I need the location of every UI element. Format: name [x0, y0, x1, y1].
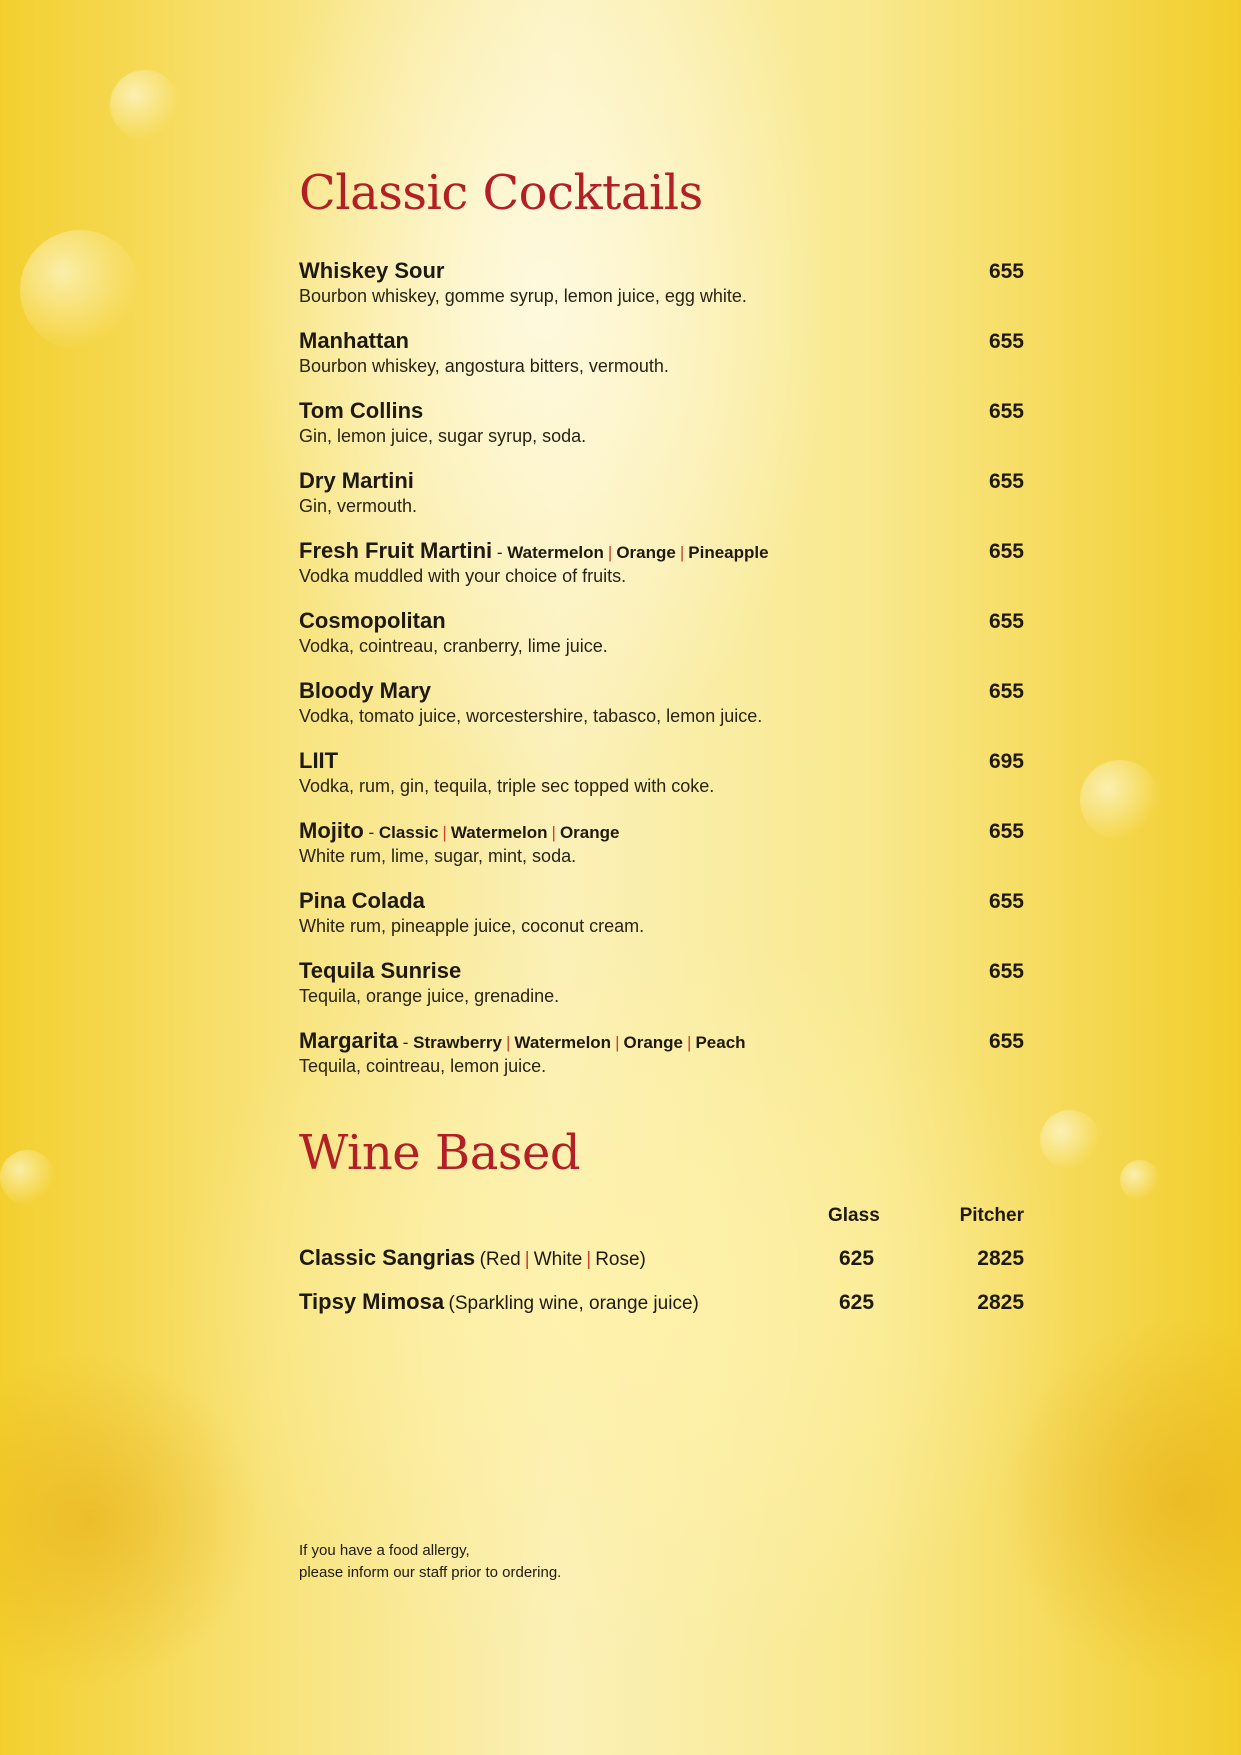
- cocktail-heading: [299, 608, 446, 634]
- cocktail-price: 655: [988, 260, 1024, 283]
- cocktail-price: 655: [988, 330, 1024, 353]
- bubble-decoration: [20, 230, 140, 350]
- cocktail-name: Margarita: [299, 1028, 399, 1053]
- wine-row: [299, 1289, 1024, 1321]
- cocktail-heading: [299, 958, 461, 984]
- options-dash: -: [363, 823, 379, 842]
- cocktail-heading: [299, 328, 409, 354]
- classic-cocktails-title: Classic Cocktails: [299, 165, 703, 221]
- cocktail-item: [299, 678, 1024, 738]
- cocktail-heading: [299, 1028, 746, 1054]
- wine-pitcher-price: 2825: [977, 1291, 1024, 1314]
- cocktail-heading: [299, 818, 619, 844]
- bubble-decoration: [1120, 1160, 1160, 1200]
- cocktail-item-line: [299, 678, 1024, 704]
- cocktail-name: Manhattan: [299, 328, 409, 353]
- cocktail-item-line: [299, 398, 1024, 424]
- cocktail-item-line: [299, 1028, 1024, 1054]
- cocktail-description: Tequila, cointreau, lemon juice.: [299, 1056, 547, 1076]
- cocktail-option: Watermelon: [507, 543, 604, 562]
- cocktail-description: Vodka, rum, gin, tequila, triple sec topped with coke.: [299, 776, 715, 796]
- cocktail-heading: [299, 398, 423, 424]
- allergy-note-line: If you have a food allergy,: [299, 1542, 470, 1559]
- cocktail-item-line: [299, 958, 1024, 984]
- cocktail-name: Cosmopolitan: [299, 608, 446, 633]
- cocktail-item: [299, 748, 1024, 808]
- cocktail-item: [299, 1028, 1024, 1088]
- cocktail-name: LIIT: [299, 748, 339, 773]
- cocktail-description: Vodka, tomato juice, worcestershire, tabasco, lemon juice.: [299, 706, 763, 726]
- wine-item-name: Classic Sangrias: [299, 1245, 476, 1270]
- cocktail-heading: [299, 538, 769, 564]
- cocktail-option: Watermelon: [450, 823, 548, 842]
- cocktail-option: Classic: [378, 823, 439, 842]
- option-separator: |: [551, 823, 556, 842]
- cocktail-heading: [299, 748, 338, 774]
- cocktail-price: 655: [988, 1030, 1024, 1053]
- cocktail-name: Mojito: [299, 818, 364, 843]
- cocktail-name: Pina Colada: [299, 888, 425, 913]
- options-dash: -: [398, 1033, 414, 1052]
- option-separator: |: [679, 543, 685, 562]
- wine-pitcher-price: 2825: [977, 1247, 1024, 1270]
- cocktail-item-line: [299, 608, 1024, 634]
- cocktail-item: [299, 468, 1024, 528]
- option-separator: |: [442, 823, 447, 842]
- option-separator: |: [586, 1249, 592, 1270]
- cocktail-price: 655: [988, 470, 1024, 493]
- cocktail-item-line: [299, 538, 1024, 564]
- cocktail-price: 655: [988, 400, 1024, 423]
- cocktail-price: 695: [988, 750, 1024, 773]
- cocktail-description: White rum, lime, sugar, mint, soda.: [299, 846, 577, 866]
- cocktail-option: Orange: [616, 543, 676, 562]
- cocktail-name: Tequila Sunrise: [299, 958, 462, 983]
- cocktail-item-line: [299, 468, 1024, 494]
- option-separator: |: [524, 1249, 530, 1270]
- cocktail-description: Tequila, orange juice, grenadine.: [299, 986, 560, 1006]
- cocktail-item: [299, 328, 1024, 388]
- cocktail-price: 655: [988, 890, 1024, 913]
- cocktail-price: 655: [988, 960, 1024, 983]
- cocktail-description: Gin, vermouth.: [299, 496, 418, 516]
- wine-item-detail: (Red | White | Rose): [479, 1249, 646, 1270]
- cocktail-item: [299, 958, 1024, 1018]
- cocktail-price: 655: [988, 680, 1024, 703]
- cocktail-name: Tom Collins: [299, 398, 424, 423]
- option-separator: |: [607, 543, 613, 562]
- option-separator: |: [687, 1033, 692, 1052]
- cocktail-option: Orange: [559, 823, 620, 842]
- option-separator: |: [615, 1033, 620, 1052]
- cocktail-description: Bourbon whiskey, gomme syrup, lemon juice, egg white.: [299, 286, 747, 306]
- cocktail-item: [299, 608, 1024, 668]
- option-separator: |: [505, 1033, 511, 1052]
- allergy-note-line: please inform our staff prior to ordering.: [299, 1564, 562, 1581]
- wine-glass-price: 625: [839, 1247, 875, 1270]
- cocktail-option: Peach: [695, 1033, 746, 1052]
- cocktail-description: Bourbon whiskey, angostura bitters, vermouth.: [299, 356, 669, 376]
- cocktail-name: Whiskey Sour: [299, 258, 445, 283]
- bubble-decoration: [0, 1150, 55, 1205]
- options-dash: -: [492, 543, 508, 562]
- cocktail-name: Bloody Mary: [299, 678, 432, 703]
- bubble-decoration: [110, 70, 180, 140]
- bubble-decoration: [1080, 760, 1160, 840]
- cocktail-heading: [299, 258, 444, 284]
- glass-column-header: Glass: [828, 1205, 880, 1226]
- cocktail-item: [299, 538, 1024, 598]
- cocktail-description: Gin, lemon juice, sugar syrup, soda.: [299, 426, 587, 446]
- cocktail-description: Vodka, cointreau, cranberry, lime juice.: [299, 636, 608, 656]
- cocktail-item: [299, 398, 1024, 458]
- wine-glass-price: 625: [839, 1291, 875, 1314]
- cocktail-item-line: [299, 818, 1024, 844]
- cocktail-price: 655: [988, 820, 1024, 843]
- cocktail-description: Vodka muddled with your choice of fruits.: [299, 566, 627, 586]
- allergy-note: [299, 1540, 561, 1584]
- cocktail-option: Watermelon: [514, 1033, 612, 1052]
- wine-row: [299, 1245, 1024, 1277]
- cocktail-item-line: [299, 258, 1024, 284]
- cocktail-option: Orange: [623, 1033, 684, 1052]
- cocktail-price: 655: [988, 540, 1024, 563]
- pitcher-column-header: Pitcher: [959, 1205, 1024, 1226]
- cocktail-item-line: [299, 888, 1024, 914]
- cocktail-heading: [299, 468, 414, 494]
- cocktail-description: White rum, pineapple juice, coconut cream.: [299, 916, 645, 936]
- cocktail-item: [299, 258, 1024, 318]
- wine-item-detail: (Sparkling wine, orange juice): [448, 1293, 699, 1314]
- cocktail-heading: [299, 678, 431, 704]
- bubble-decoration: [1040, 1110, 1100, 1170]
- cocktail-item-line: [299, 748, 1024, 774]
- cocktail-item-line: [299, 328, 1024, 354]
- cocktail-name: Dry Martini: [299, 468, 414, 493]
- cocktail-option: Pineapple: [688, 543, 769, 562]
- cocktail-price: 655: [988, 610, 1024, 633]
- cocktail-item: [299, 888, 1024, 948]
- cocktail-option: Strawberry: [413, 1033, 502, 1052]
- cocktail-item: [299, 818, 1024, 878]
- wine-based-title: Wine Based: [299, 1125, 581, 1181]
- cocktail-heading: [299, 888, 425, 914]
- wine-item-name: Tipsy Mimosa: [299, 1289, 445, 1314]
- cocktail-name: Fresh Fruit Martini: [299, 538, 493, 563]
